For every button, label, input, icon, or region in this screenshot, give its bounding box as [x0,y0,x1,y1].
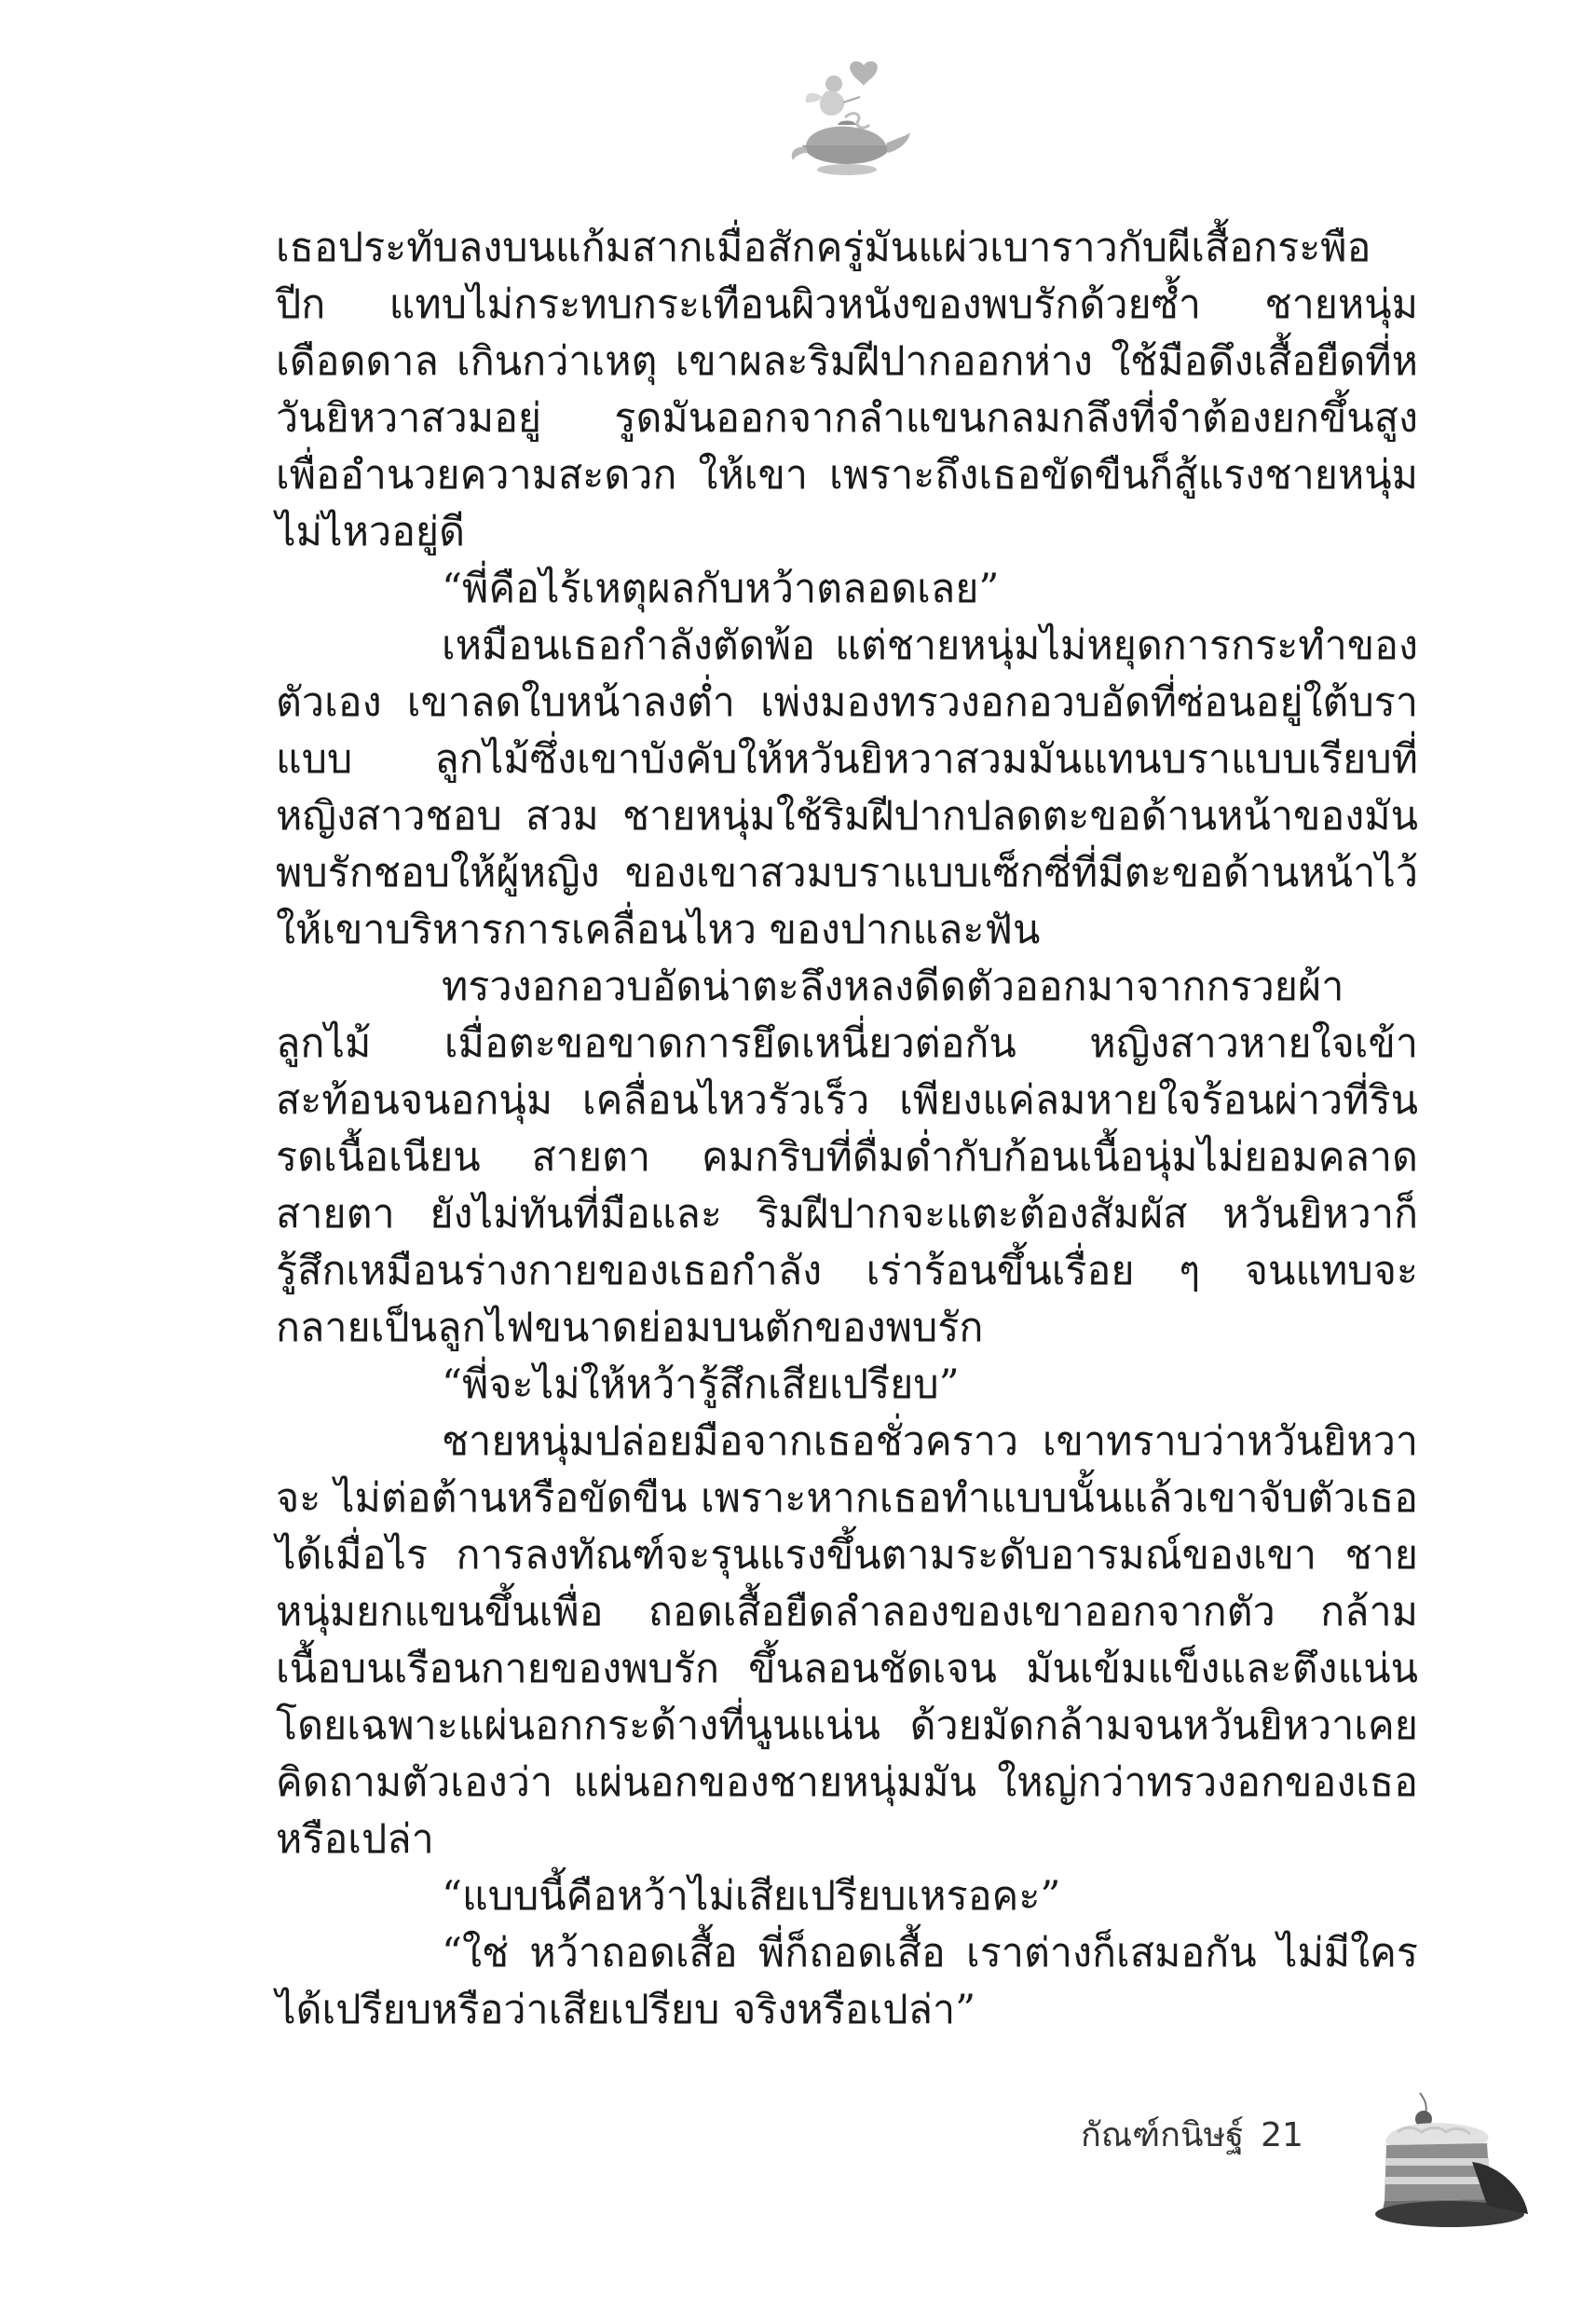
body-text [276,220,1418,2039]
page-footer [1025,2087,1547,2255]
cupid-teapot-icon [778,56,918,196]
book-title: กัณฑ์กนิษฐ์ [1081,2116,1245,2154]
paragraph: เธอประทับลงบนแก้มสากเมื่อสักครู่มันแผ่วเบาราวกับผีเสื้อกระพือปีก แทบไม่กระทบกระเทือนผิวหนังของพบรักด้วยซ้ำ ชายหนุ่มเดือดดาล เกินกว่าเหตุ เขาผละริมฝีปากออกห่าง ใช้มือดึงเสื้อยืดที่หวันยิหวาสวมอยู่ รูดมันออกจากลำแขนกลมกลึงที่จำต้องยกขึ้นสูงเพื่ออำนวยความสะดวก ให้เขา เพราะถึงเธอขัดขืนก็สู้แรงชายหนุ่มไม่ไหวอยู่ดี [276,225,1418,555]
dialogue-line: “แบบนี้คือหว้าไม่เสียเปรียบเหรอคะ” [442,1873,1061,1920]
dialogue-line: “พี่คือไร้เหตุผลกับหว้าตลอดเลย” [442,566,1000,612]
paragraph: ชายหนุ่มปล่อยมือจากเธอชั่วคราว เขาทราบว่าหวันยิหวาจะ ไม่ต่อต้านหรือขัดขืน เพราะหากเธอทำแบบนั้นแล้วเขาจับตัวเธอได้เมื่อไร การลงทัณฑ์จะรุนแรงขึ้นตามระดับอารมณ์ของเขา ชายหนุ่มยกแขนขึ้นเพื่อ ถอดเสื้อยืดลำลองของเขาออกจากตัว กล้ามเนื้อบนเรือนกายของพบรัก ขึ้นลอนชัดเจน มันเข้มแข็งและตึงแน่น โดยเฉพาะแผ่นอกกระด้างที่นูนแน่น ด้วยมัดกล้ามจนหวันยิหวาเคยคิดถามตัวเองว่า แผ่นอกของชายหนุ่มมัน ใหญ่กว่าทรวงอกของเธอหรือเปล่า [276,1418,1418,1863]
paragraph: ทรวงอกอวบอัดน่าตะลึงหลงดีดตัวออกมาจากกรวยผ้าลูกไม้ เมื่อตะขอขาดการยึดเหนี่ยวต่อกัน หญิงสาวหายใจเข้าสะท้อนจนอกนุ่ม เคลื่อนไหวรัวเร็ว เพียงแค่ลมหายใจร้อนผ่าวที่รินรดเนื้อเนียน สายตา คมกริบที่ดื่มด่ำกับก้อนเนื้อนุ่มไม่ยอมคลาดสายตา ยังไม่ทันที่มือและ ริมฝีปากจะแตะต้องสัมผัส หวันยิหวาก็รู้สึกเหมือนร่างกายของเธอกำลัง เร่าร้อนขึ้นเรื่อย ๆ จนแทบจะกลายเป็นลูกไฟขนาดย่อมบนตักของพบรัก [276,964,1418,1351]
dialogue-line: “พี่จะไม่ให้หว้ารู้สึกเสียเปรียบ” [442,1361,960,1408]
footer-label [1081,2108,1303,2161]
page-number: 21 [1261,2116,1303,2154]
paragraph: เหมือนเธอกำลังตัดพ้อ แต่ชายหนุ่มไม่หยุดการกระทำของ ตัวเอง เขาลดใบหน้าลงต่ำ เพ่งมองทรวงอกอวบอัดที่ซ่อนอยู่ใต้บราแบบ ลูกไม้ซึ่งเขาบังคับให้หวันยิหวาสวมมันแทนบราแบบเรียบที่หญิงสาวชอบ สวม ชายหนุ่มใช้ริมฝีปากปลดตะขอด้านหน้าของมัน พบรักชอบให้ผู้หญิง ของเขาสวมบราแบบเซ็กซี่ที่มีตะขอด้านหน้าไว้ให้เขาบริหารการเคลื่อนไหว ของปากและฟัน [276,622,1418,953]
cake-slice-icon [1360,2087,1537,2246]
dialogue-line: “ใช่ หว้าถอดเสื้อ พี่ก็ถอดเสื้อ เราต่างก็เสมอกัน ไม่มีใคร ได้เปรียบหรือว่าเสียเปรียบ จริงหรือเปล่า” [276,1930,1418,2033]
